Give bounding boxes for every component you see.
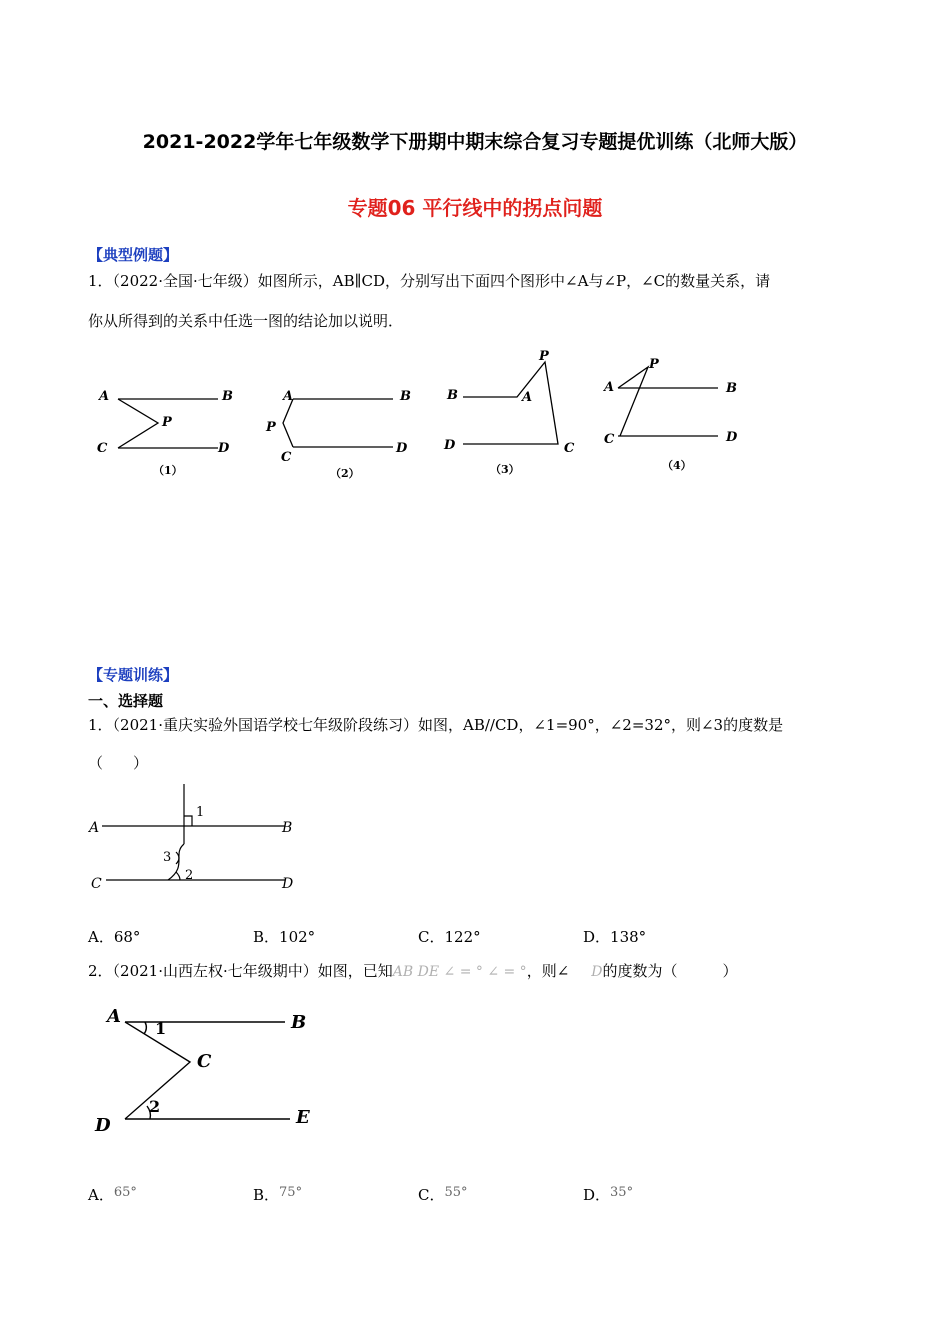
fig2-label-c: C xyxy=(281,450,292,465)
q2-label-d: D xyxy=(95,1115,111,1136)
q1-option-d: D．138° xyxy=(583,928,647,946)
q2-faint-given: AB DE ∠ = ° ∠ = ° xyxy=(392,964,527,980)
example-figures xyxy=(80,340,780,490)
fig4-label-c: C xyxy=(604,432,615,447)
q2-label-b: B xyxy=(291,1012,307,1033)
q2-text-mid: ，则∠ xyxy=(526,962,570,980)
fig1-label-d: D xyxy=(218,441,230,456)
section-topic-training: 【专题训练】 xyxy=(88,666,179,684)
q2-option-a-value: 65° xyxy=(113,1185,137,1200)
fig4-bend xyxy=(618,367,648,436)
train-q1-line2: （ ） xyxy=(88,754,149,772)
section-typical-examples: 【典型例题】 xyxy=(88,246,179,264)
fig1-label-a: A xyxy=(99,389,110,404)
train-q1-line1: 1．（2021·重庆实验外国语学校七年级阶段练习）如图，AB//CD，∠1=90°，∠2=32°，则∠3的度数是 xyxy=(88,716,784,734)
q2-text-start: 2．（2021·山西左权·七年级期中）如图，已知 xyxy=(88,962,393,980)
train-q1-figure xyxy=(80,780,320,900)
q1-option-a: A．68° xyxy=(88,928,141,946)
q1-option-c: C．122° xyxy=(418,928,481,946)
q2-label-2: 2 xyxy=(149,1097,161,1116)
q2-option-c-letter: C． xyxy=(418,1186,445,1204)
fig1-caption: （1） xyxy=(153,464,183,477)
q1-label-1: 1 xyxy=(196,805,205,820)
fig4-caption: （4） xyxy=(662,459,692,472)
q2-label-a: A xyxy=(107,1006,121,1027)
q2-option-c xyxy=(418,1184,468,1205)
fig2-bend xyxy=(283,399,293,447)
fig4-label-b: B xyxy=(726,381,737,396)
fig1-label-p: P xyxy=(162,415,172,430)
q1-label-c: C xyxy=(91,876,102,892)
fig1-label-b: B xyxy=(222,389,233,404)
fig3-shape xyxy=(463,362,558,444)
q2-option-a-letter: A． xyxy=(88,1186,114,1204)
q1-label-d: D xyxy=(282,876,294,892)
fig1-bend xyxy=(118,399,158,448)
example-q1-line1: 1．（2022·全国·七年级）如图所示，AB∥CD，分别写出下面四个图形中∠A与∠P，∠C的数量关系，请 xyxy=(88,272,771,290)
fig3-label-a: A xyxy=(522,390,533,405)
fig3-label-p: P xyxy=(539,349,549,364)
train-q2-figure xyxy=(85,1000,335,1140)
q1-label-b: B xyxy=(282,820,293,836)
q2-label-c: C xyxy=(197,1051,212,1072)
fig2-label-a: A xyxy=(283,389,294,404)
fig4-label-a: A xyxy=(604,380,615,395)
example-q1-line2: 你从所得到的关系中任选一图的结论加以说明． xyxy=(88,312,404,330)
fig4-label-p: P xyxy=(649,357,659,372)
fig4-label-d: D xyxy=(726,430,738,445)
fig3-label-c: C xyxy=(564,441,575,456)
fig2-label-d: D xyxy=(396,441,408,456)
q2-option-b xyxy=(253,1184,302,1205)
q2-option-b-letter: B． xyxy=(253,1186,280,1204)
fig3-caption: （3） xyxy=(490,463,520,476)
q2-option-c-value: 55° xyxy=(444,1185,468,1200)
q2-option-d-value: 35° xyxy=(610,1185,634,1200)
q2-option-d-letter: D． xyxy=(583,1186,611,1204)
q2-label-e: E xyxy=(296,1107,310,1128)
q1-label-a: A xyxy=(89,820,100,836)
q1-label-3: 3 xyxy=(163,850,172,865)
fig2-label-p: P xyxy=(266,420,276,435)
q1-label-2: 2 xyxy=(185,868,194,883)
train-q2-line xyxy=(88,960,738,983)
fig1-label-c: C xyxy=(97,441,108,456)
q2-faint-angle: D xyxy=(591,964,603,980)
fig2-label-b: B xyxy=(400,389,411,404)
q2-option-a xyxy=(88,1184,137,1205)
q2-option-b-value: 75° xyxy=(279,1185,303,1200)
q2-text-end: 的度数为（ ） xyxy=(602,962,738,980)
q2-label-1: 1 xyxy=(155,1019,167,1038)
document-title: 2021-2022学年七年级数学下册期中期末综合复习专题提优训练（北师大版） xyxy=(142,131,808,153)
q2-option-d xyxy=(583,1184,633,1205)
topic-subtitle: 专题06 平行线中的拐点问题 xyxy=(347,196,603,220)
fig3-label-b: B xyxy=(447,388,458,403)
fig2-caption: （2） xyxy=(330,467,360,480)
fig3-label-d: D xyxy=(444,438,456,453)
part-multiple-choice: 一、选择题 xyxy=(88,692,164,710)
q1-option-b: B．102° xyxy=(253,928,316,946)
